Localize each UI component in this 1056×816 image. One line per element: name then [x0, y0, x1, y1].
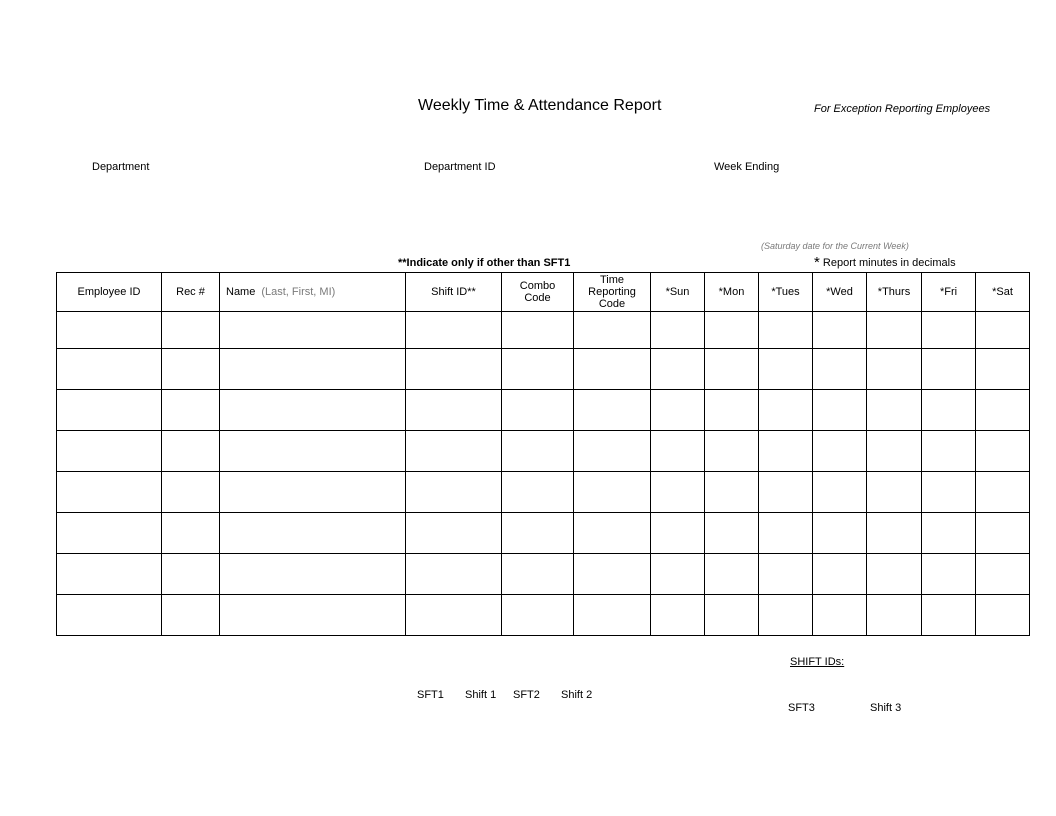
col-wed: *Wed: [813, 273, 867, 312]
cell-time-reporting-code[interactable]: [574, 431, 651, 472]
cell-fri[interactable]: [922, 554, 976, 595]
cell-name[interactable]: [220, 312, 406, 349]
cell-employee-id[interactable]: [57, 349, 162, 390]
cell-thurs[interactable]: [867, 312, 922, 349]
col-name: [220, 273, 406, 312]
cell-fri[interactable]: [922, 312, 976, 349]
cell-sun[interactable]: [651, 349, 705, 390]
col-shift-id: Shift ID**: [406, 273, 502, 312]
cell-thurs[interactable]: [867, 390, 922, 431]
cell-name[interactable]: [220, 595, 406, 636]
cell-rec[interactable]: [162, 349, 220, 390]
table-row: [57, 554, 1030, 595]
col-tues: *Tues: [759, 273, 813, 312]
col-time-reporting-code: Time Reporting Code: [574, 273, 651, 312]
table-body: [57, 312, 1030, 636]
cell-shift-id[interactable]: [406, 472, 502, 513]
cell-time-reporting-code[interactable]: [574, 349, 651, 390]
cell-employee-id[interactable]: [57, 472, 162, 513]
cell-time-reporting-code[interactable]: [574, 595, 651, 636]
cell-employee-id[interactable]: [57, 390, 162, 431]
cell-sat[interactable]: [976, 349, 1030, 390]
cell-rec[interactable]: [162, 390, 220, 431]
cell-combo-code[interactable]: [502, 595, 574, 636]
cell-tues[interactable]: [759, 595, 813, 636]
table-row: [57, 312, 1030, 349]
cell-mon[interactable]: [705, 554, 759, 595]
cell-time-reporting-code[interactable]: [574, 554, 651, 595]
department-id-label: Department ID: [424, 161, 496, 173]
cell-rec[interactable]: [162, 513, 220, 554]
col-name-label: Name: [226, 286, 256, 298]
department-label: Department: [92, 161, 150, 173]
cell-time-reporting-code[interactable]: [574, 390, 651, 431]
cell-shift-id[interactable]: [406, 431, 502, 472]
cell-mon[interactable]: [705, 595, 759, 636]
table-row: [57, 390, 1030, 431]
cell-sat[interactable]: [976, 554, 1030, 595]
cell-name[interactable]: [220, 554, 406, 595]
cell-sun[interactable]: [651, 513, 705, 554]
cell-tues[interactable]: [759, 431, 813, 472]
cell-tues[interactable]: [759, 513, 813, 554]
legend-sft3-code: SFT3: [788, 702, 815, 714]
cell-fri[interactable]: [922, 390, 976, 431]
cell-rec[interactable]: [162, 431, 220, 472]
table-row: [57, 595, 1030, 636]
cell-shift-id[interactable]: [406, 349, 502, 390]
cell-fri[interactable]: [922, 431, 976, 472]
cell-mon[interactable]: [705, 349, 759, 390]
cell-time-reporting-code[interactable]: [574, 513, 651, 554]
cell-sun[interactable]: [651, 472, 705, 513]
shift-indicator-note: **Indicate only if other than SFT1: [398, 257, 571, 269]
cell-fri[interactable]: [922, 595, 976, 636]
cell-tues[interactable]: [759, 390, 813, 431]
col-mon: *Mon: [705, 273, 759, 312]
cell-wed[interactable]: [813, 312, 867, 349]
cell-wed[interactable]: [813, 349, 867, 390]
cell-mon[interactable]: [705, 312, 759, 349]
cell-mon[interactable]: [705, 513, 759, 554]
cell-shift-id[interactable]: [406, 513, 502, 554]
cell-rec[interactable]: [162, 595, 220, 636]
col-thurs: *Thurs: [867, 273, 922, 312]
table-row: [57, 513, 1030, 554]
cell-wed[interactable]: [813, 390, 867, 431]
cell-tues[interactable]: [759, 312, 813, 349]
cell-wed[interactable]: [813, 472, 867, 513]
cell-tues[interactable]: [759, 349, 813, 390]
cell-combo-code[interactable]: [502, 513, 574, 554]
cell-combo-code[interactable]: [502, 349, 574, 390]
asterisk-mark: *: [814, 254, 820, 271]
cell-shift-id[interactable]: [406, 312, 502, 349]
table-row: [57, 472, 1030, 513]
minutes-decimal-note: [814, 254, 956, 271]
cell-rec[interactable]: [162, 472, 220, 513]
cell-employee-id[interactable]: [57, 431, 162, 472]
cell-wed[interactable]: [813, 431, 867, 472]
cell-time-reporting-code[interactable]: [574, 472, 651, 513]
legend-sft1-label: Shift 1: [465, 689, 497, 701]
cell-name[interactable]: [220, 349, 406, 390]
cell-sun[interactable]: [651, 390, 705, 431]
table-row: [57, 349, 1030, 390]
cell-employee-id[interactable]: [57, 513, 162, 554]
cell-name[interactable]: [220, 431, 406, 472]
cell-combo-code[interactable]: [502, 472, 574, 513]
minutes-note-text: Report minutes in decimals: [822, 257, 956, 269]
cell-employee-id[interactable]: [57, 554, 162, 595]
report-title: Weekly Time & Attendance Report: [418, 97, 662, 114]
cell-sun[interactable]: [651, 554, 705, 595]
cell-wed[interactable]: [813, 554, 867, 595]
legend-sft3-label: Shift 3: [870, 702, 902, 714]
cell-sat[interactable]: [976, 431, 1030, 472]
cell-mon[interactable]: [705, 431, 759, 472]
cell-thurs[interactable]: [867, 431, 922, 472]
col-fri: *Fri: [922, 273, 976, 312]
cell-shift-id[interactable]: [406, 390, 502, 431]
legend-sft2-code: SFT2: [513, 689, 540, 701]
attendance-table: [56, 272, 1030, 636]
cell-sun[interactable]: [651, 312, 705, 349]
cell-shift-id[interactable]: [406, 554, 502, 595]
cell-rec[interactable]: [162, 554, 220, 595]
cell-thurs[interactable]: [867, 472, 922, 513]
week-ending-label: Week Ending: [714, 161, 780, 173]
cell-fri[interactable]: [922, 349, 976, 390]
cell-thurs[interactable]: [867, 554, 922, 595]
col-sun: *Sun: [651, 273, 705, 312]
cell-combo-code[interactable]: [502, 431, 574, 472]
cell-fri[interactable]: [922, 513, 976, 554]
cell-tues[interactable]: [759, 554, 813, 595]
col-rec: Rec #: [162, 273, 220, 312]
cell-sat[interactable]: [976, 390, 1030, 431]
cell-time-reporting-code[interactable]: [574, 312, 651, 349]
cell-sat[interactable]: [976, 312, 1030, 349]
cell-name[interactable]: [220, 390, 406, 431]
cell-shift-id[interactable]: [406, 595, 502, 636]
cell-fri[interactable]: [922, 472, 976, 513]
table-header-row: [57, 273, 1030, 312]
cell-sun[interactable]: [651, 431, 705, 472]
cell-sat[interactable]: [976, 513, 1030, 554]
col-name-hint: (Last, First, MI): [261, 286, 336, 298]
table-row: [57, 431, 1030, 472]
cell-sat[interactable]: [976, 472, 1030, 513]
cell-wed[interactable]: [813, 513, 867, 554]
legend-sft2-label: Shift 2: [561, 689, 593, 701]
cell-thurs[interactable]: [867, 595, 922, 636]
cell-combo-code[interactable]: [502, 554, 574, 595]
cell-mon[interactable]: [705, 390, 759, 431]
cell-employee-id[interactable]: [57, 595, 162, 636]
shift-ids-title: SHIFT IDs:: [790, 656, 845, 668]
saturday-date-note: (Saturday date for the Current Week): [761, 241, 909, 251]
cell-combo-code[interactable]: [502, 312, 574, 349]
col-sat: *Sat: [976, 273, 1030, 312]
cell-tues[interactable]: [759, 472, 813, 513]
report-subtitle: For Exception Reporting Employees: [814, 103, 991, 115]
cell-combo-code[interactable]: [502, 390, 574, 431]
cell-employee-id[interactable]: [57, 312, 162, 349]
cell-sat[interactable]: [976, 595, 1030, 636]
cell-sun[interactable]: [651, 595, 705, 636]
cell-thurs[interactable]: [867, 349, 922, 390]
cell-name[interactable]: [220, 472, 406, 513]
col-combo-code: Combo Code: [502, 273, 574, 312]
col-employee-id: Employee ID: [57, 273, 162, 312]
cell-mon[interactable]: [705, 472, 759, 513]
cell-wed[interactable]: [813, 595, 867, 636]
cell-thurs[interactable]: [867, 513, 922, 554]
legend-sft1-code: SFT1: [417, 689, 444, 701]
cell-name[interactable]: [220, 513, 406, 554]
cell-rec[interactable]: [162, 312, 220, 349]
